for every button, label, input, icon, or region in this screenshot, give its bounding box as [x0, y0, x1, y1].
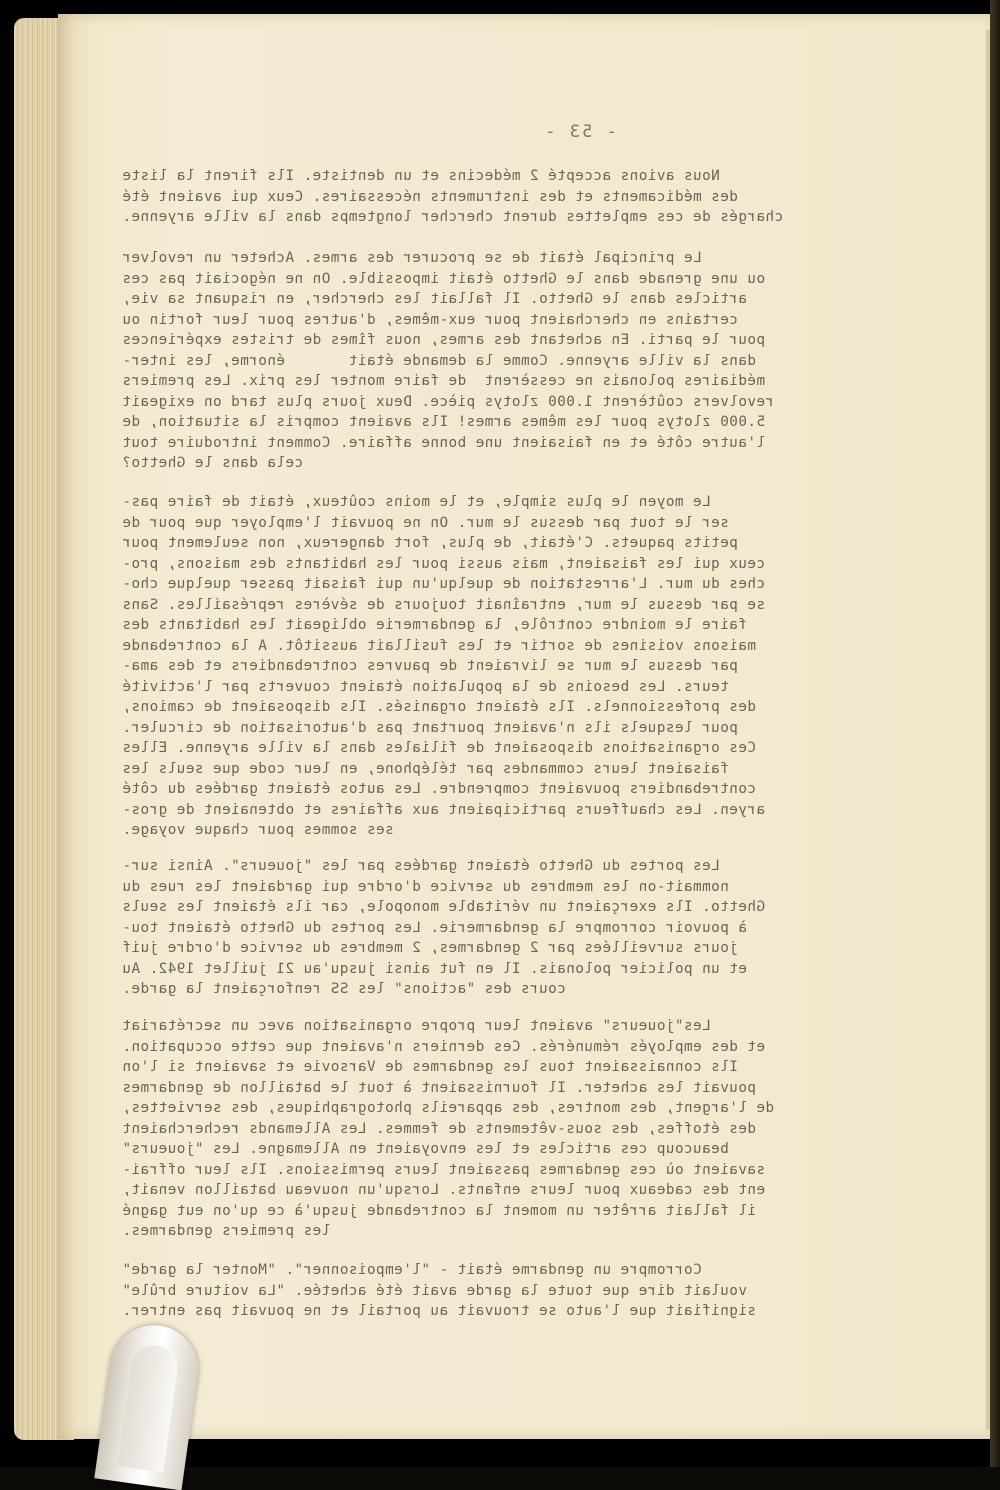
text-line: pour lesquels ils n'avaient pourtant pas d'autorisation de circuler. [122, 719, 738, 736]
text-line: jours surveillées par 2 gendarmes, 2 membres du service d'ordre juif [122, 940, 738, 956]
paragraph-3 [122, 492, 952, 841]
text-line: Ghetto. Ils exerçaient un véritable monopole, car ils étaient les seuls [122, 899, 766, 915]
text-line: certains en cherchaient pour eux-mêmes, d'autres pour leur fortin ou [122, 311, 738, 328]
paragraph-6 [122, 1260, 952, 1322]
text-line: Le moyen le plus simple, et le moins coûteux, était de faire pas- [122, 494, 711, 510]
text-line: pour le parti. En achetant des armes, nous fîmes de tristes expériences [122, 332, 766, 348]
text-line: nommait-on les membres du service d'ordre qui gardaient les rues du [122, 878, 729, 895]
text-line: ses sommes pour chaque voyage. [122, 822, 394, 838]
paragraph-5 [122, 1016, 952, 1242]
text-line: il fallait arrêter un moment la contrebande jusqu'à ce qu'on eut gagné [122, 1202, 757, 1219]
text-line: Ces organisations disposaient de filiales dans la ville aryenne. Elles [122, 740, 757, 756]
text-line: ser le tout par dessus le mur. On ne pouvait l'employer que pour de [122, 514, 729, 531]
text-line: et un policier polonais. Il en fut ainsi jusqu'au 21 juillet 1942. Au [122, 960, 747, 977]
text-line: Les"joueurs" avaient leur propre organisation avec un secrétariat [122, 1018, 711, 1034]
text-line: Le principal était de se procurer des armes. Acheter un revolver [122, 250, 702, 266]
text-line: ent des cadeaux pour leurs enfants. Lorsqu'un nouveau bataillon venait, [122, 1182, 766, 1198]
text-line: ches du mur. L'arrestation de quelqu'un qui faisait passer quelque cho- [122, 576, 766, 592]
text-line: chargés de ces emplettes durent chercher longtemps dans la ville aryenne. [122, 209, 784, 225]
text-line: les premiers gendarmes. [122, 1223, 331, 1239]
text-line: signifiait que l'auto se trouvait au portail et ne pouvait pas entrer. [122, 1303, 757, 1319]
text-line: savaient où ces gendarmes passaient leurs permissions. Ils leur offrai- [122, 1161, 766, 1178]
text-line: de l'argent, des montres, des appareils photographiques, des serviettes, [122, 1100, 775, 1116]
text-line: Corrompre un gendarme était - "l'empoisonner". "Monter la garde" [122, 1262, 702, 1278]
text-line: teurs. Les besoins de la population étaient couverts par l'activité [122, 678, 729, 695]
text-line: Ils connaissaient tous les gendarmes de Varsovie et savaient si l'on [122, 1059, 738, 1075]
text-line: Nous avions accepté 2 médecins et un dentiste. Ils firent la liste [122, 168, 720, 184]
text-line: articles dans le Ghetto. Il fallait les chercher, en risquant sa vie, [122, 291, 747, 307]
text-line: aryen. Les chauffeurs participaient aux affaires et obtenaient de gros- [122, 801, 766, 818]
scan-border [990, 0, 1000, 1467]
paragraph-2 [122, 248, 952, 474]
page-number: - 53 - [543, 122, 617, 142]
text-line: cours des "actions" les SS renforçaient la garde. [122, 981, 566, 997]
text-line: à pouvoir corrompre la gendarmerie. Les portes du Ghetto étaient tou- [122, 919, 747, 936]
text-line: ceux qui les faisaient, mais aussi pour les habitants des maisons, pro- [122, 555, 766, 572]
text-line: Les portes du Ghetto étaient gardées par les "joueurs". Ainsi sur- [122, 858, 720, 874]
text-line: voulait dire que toute la garde avait été achetée. "La voiture brûle" [122, 1282, 747, 1299]
text-line: des professionnels. Ils étaient organisés. Ils disposaient de camions, [122, 699, 757, 715]
text-line: des étoffes, des sous-vêtements de femmes. Les Allemands recherchaient [122, 1120, 757, 1137]
text-line: l'autre côté et en faisaient une bonne affaire. Comment introduire tout [122, 434, 766, 451]
text-line: ou une grenade dans le Ghetto était impossible. On ne négociait pas ces [122, 270, 766, 287]
text-line: pouvait les acheter. Il fournissaient à tout le bataillon de gendarmes [122, 1079, 757, 1096]
text-line: faire le moindre contrôle, la gendarmerie obligeait les habitants des [122, 617, 747, 633]
text-line: maisons voisines de sortir et les fusillait aussitôt. A la contrebande [122, 637, 757, 654]
text-line: et des employés rémunérés. Ces derniers n'avaient que cette occupation. [122, 1038, 766, 1055]
text-line: se par dessus le mur, entraînait toujours de sévères représailles. Sans [122, 596, 766, 613]
text-line: beaucoup ces articles et les envoyaient en Allemagne. Les "joueurs" [122, 1141, 729, 1157]
paragraph-1 [122, 166, 952, 228]
text-line: des médicaments et des instruments nécessaires. Ceux qui avaient été [122, 188, 738, 205]
text-line: faisaient leurs commandes par téléphone, en leur code que seuls les [122, 760, 729, 777]
paragraph-4 [122, 856, 952, 1000]
text-line: petits paquets. C'était, de plus, fort dangereux, non seulement pour [122, 535, 738, 551]
text-line: 5.000 zlotys pour les mêmes armes! Ils avaient compris la situation, de [122, 414, 766, 430]
text-line: contrebandiers pouvaient comprendre. Les autos étaient gardées du côté [122, 781, 757, 797]
text-line: dans la ville aryenne. Comme la demande était énorme, les inter- [122, 352, 757, 369]
text-line: médiaires polonais ne cessèrent de faire monter les prix. Les premiers [122, 373, 766, 389]
text-line: cela dans le Ghetto? [122, 455, 304, 471]
text-line: revolvers coûtèrent 1.000 zlotys pièce. Deux jours plus tard on exigeait [122, 393, 775, 410]
text-line: par dessus le mur se livraient de pauvres contrebandiers et des ama- [122, 658, 738, 674]
